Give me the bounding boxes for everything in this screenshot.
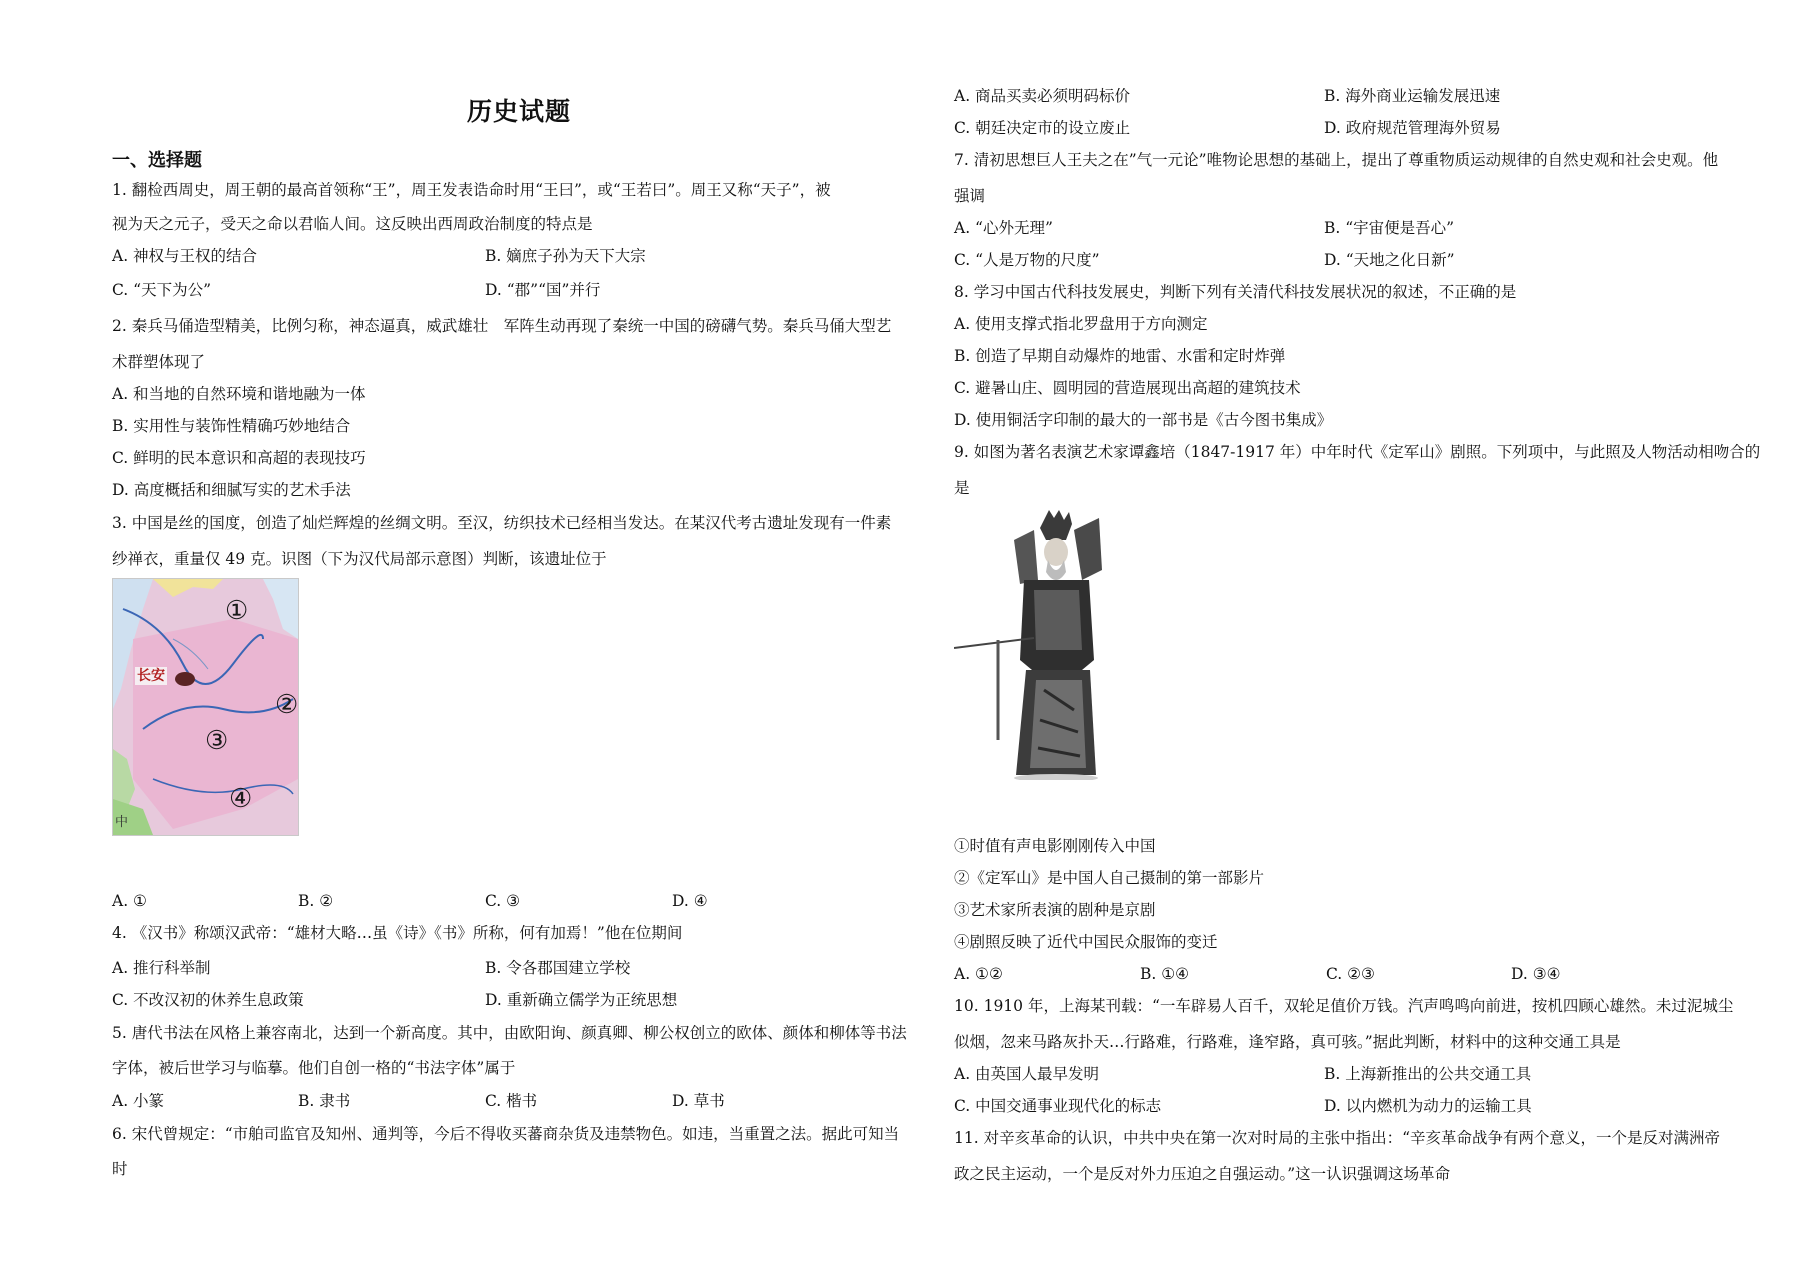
q9-option-d: D. ③④ [1511,965,1561,983]
question-1-line-2: 视为天之元子，受天之命以君临人间。这反映出西周政治制度的特点是 [112,215,593,233]
q2-option-b: B. 实用性与装饰性精确巧妙地结合 [112,417,351,435]
han-dynasty-map [112,578,299,836]
q5-option-b: B. 隶书 [298,1092,351,1110]
question-9-line-2: 是 [954,479,970,497]
q2-option-c: C. 鲜明的民本意识和高超的表现技巧 [112,449,366,467]
q1-option-d: D. “郡”“国”并行 [485,281,601,299]
question-2-line-2: 术群塑体现了 [112,353,206,371]
q8-option-a: A. 使用支撑式指北罗盘用于方向测定 [954,315,1208,333]
q5-option-d: D. 草书 [672,1092,725,1110]
question-7-line-2: 强调 [954,187,986,205]
q9-statement-1: ①时值有声电影刚刚传入中国 [954,837,1156,855]
q6-option-b: B. 海外商业运输发展迅速 [1324,87,1501,105]
question-2-line-1: 2. 秦兵马俑造型精美，比例匀称，神态逼真，威武雄壮 军阵生动再现了秦统一中国的磅礴气势。秦兵马俑大型艺 [112,317,892,335]
q8-option-d: D. 使用铜活字印制的最大的一部书是《古今图书集成》 [954,411,1333,429]
question-6-line-1: 6. 宋代曾规定：“市舶司监官及知州、通判等，今后不得收买蕃商杂货及违禁物色。如违，当重置之法。据此可知当 [112,1125,900,1143]
q9-statement-4: ④剧照反映了近代中国民众服饰的变迁 [954,933,1218,951]
q5-option-c: C. 楷书 [485,1092,538,1110]
question-1-line-1: 1. 翻检西周史，周王朝的最高首领称“王”，周王发表诰命时用“王曰”，或“王若曰”。周王又称“天子”，被 [112,181,831,199]
map-marker-1: ① [225,596,249,626]
question-7-line-1: 7. 清初思想巨人王夫之在”气一元论”唯物论思想的基础上，提出了尊重物质运动规律的自然史观和社会史观。他 [954,151,1719,169]
q2-option-d: D. 高度概括和细腻写实的艺术手法 [112,481,351,499]
q9-statement-2: ②《定军山》是中国人自己摄制的第一部影片 [954,869,1265,887]
question-6-line-2: 时 [112,1160,128,1178]
q7-option-b: B. “宇宙便是吾心” [1324,219,1455,237]
q7-option-c: C. “人是万物的尺度” [954,251,1100,269]
q6-option-d: D. 政府规范管理海外贸易 [1324,119,1501,137]
q9-statement-3: ③艺术家所表演的剧种是京剧 [954,901,1156,919]
q3-option-b: B. ② [298,892,334,910]
question-11-line-1: 11. 对辛亥革命的认识，中共中央在第一次对时局的主张中指出：“辛亥革命战争有两个意义，一个是反对满洲帝 [954,1129,1721,1147]
q4-option-c: C. 不改汉初的休养生息政策 [112,991,304,1009]
question-5-line-2: 字体，被后世学习与临摹。他们自创一格的“书法字体”属于 [112,1059,516,1077]
q7-option-d: D. “天地之化日新” [1324,251,1455,269]
city-label: 长安 [137,668,165,684]
q10-option-c: C. 中国交通事业现代化的标志 [954,1097,1162,1115]
question-3-line-2: 纱禅衣，重量仅 49 克。识图（下为汉代局部示意图）判断，该遗址位于 [112,550,607,568]
question-4-line-1: 4. 《汉书》称颂汉武帝：“雄材大略…虽《诗》《书》所称，何有加焉！”他在位期间 [112,924,683,942]
q7-option-a: A. “心外无理” [954,219,1053,237]
section-heading: 一、选择题 [112,150,202,171]
q10-option-b: B. 上海新推出的公共交通工具 [1324,1065,1532,1083]
question-11-line-2: 政之民主运动，一个是反对外力压迫之自强运动。”这一认识强调这场革命 [954,1165,1451,1183]
question-10-line-2: 似烟，忽来马路灰扑天…行路难，行路难，逢窄路，真可骇。”据此判断，材料中的这种交通工具是 [954,1033,1621,1051]
page-title: 历史试题 [467,97,572,126]
q6-option-c: C. 朝廷决定市的设立废止 [954,119,1131,137]
question-9-line-1: 9. 如图为著名表演艺术家谭鑫培（1847-1917 年）中年时代《定军山》剧照。下列项中，与此照及人物活动相吻合的 [954,443,1761,461]
opera-performer-photo [954,510,1104,780]
q10-option-d: D. 以内燃机为动力的运输工具 [1324,1097,1532,1115]
question-10-line-1: 10. 1910 年，上海某刊载：“一车辟易人百千，双轮足值价万钱。汽声鸣鸣向前进，按机四顾心雄然。未过泥城尘 [954,997,1734,1015]
q9-option-b: B. ①④ [1140,965,1190,983]
q4-option-b: B. 令各郡国建立学校 [485,959,631,977]
q9-option-c: C. ②③ [1326,965,1375,983]
q10-option-a: A. 由英国人最早发明 [954,1065,1100,1083]
q8-option-b: B. 创造了早期自动爆炸的地雷、水雷和定时炸弹 [954,347,1286,365]
q5-option-a: A. 小篆 [112,1092,165,1110]
map-marker-3: ③ [205,726,229,756]
q9-option-a: A. ①② [954,965,1003,983]
q6-option-a: A. 商品买卖必须明码标价 [954,87,1131,105]
q3-option-d: D. ④ [672,892,708,910]
q1-option-b: B. 嫡庶子孙为天下大宗 [485,247,646,265]
q3-option-c: C. ③ [485,892,521,910]
q1-option-a: A. 神权与王权的结合 [112,247,258,265]
q2-option-a: A. 和当地的自然环境和谐地融为一体 [112,385,366,403]
q4-option-d: D. 重新确立儒学为正统思想 [485,991,678,1009]
q3-option-a: A. ① [112,892,147,910]
question-5-line-1: 5. 唐代书法在风格上兼容南北，达到一个新高度。其中，由欧阳询、颜真卿、柳公权创立的欧体、颜体和柳体等书法 [112,1024,907,1042]
q8-option-c: C. 避暑山庄、圆明园的营造展现出高超的建筑技术 [954,379,1301,397]
question-3-line-1: 3. 中国是丝的国度，创造了灿烂辉煌的丝绸文明。至汉，纺织技术已经相当发达。在某汉代考古遗址发现有一件素 [112,514,892,532]
map-corner-label: 中 [115,815,129,830]
q1-option-c: C. “天下为公” [112,281,212,299]
q4-option-a: A. 推行科举制 [112,959,211,977]
map-marker-4: ④ [229,784,253,814]
map-marker-2: ② [275,690,299,720]
question-8-line-1: 8. 学习中国古代科技发展史，判断下列有关清代科技发展状况的叙述，不正确的是 [954,283,1517,301]
